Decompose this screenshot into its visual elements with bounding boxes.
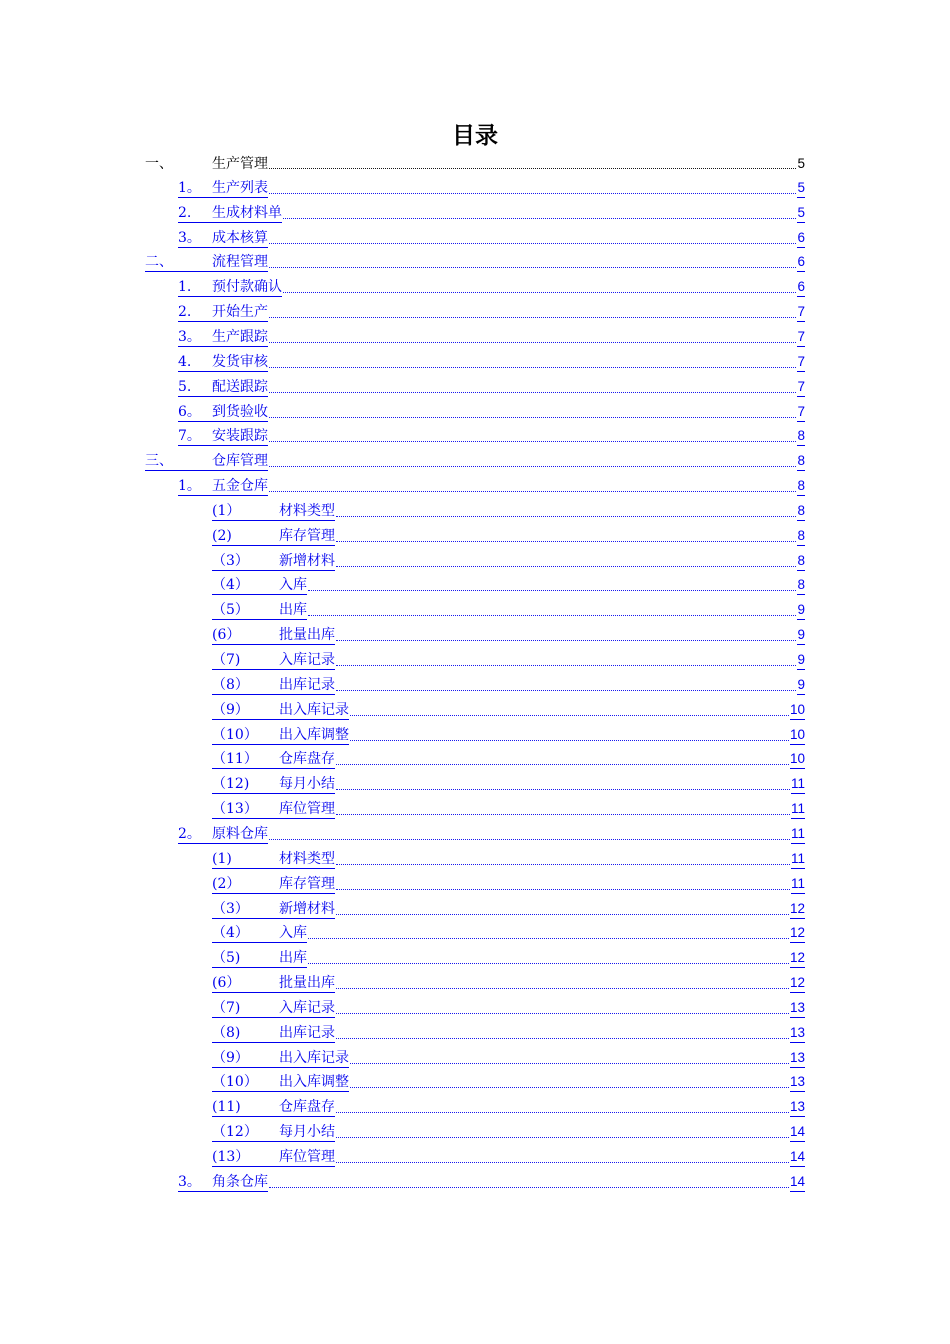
toc-entry[interactable] xyxy=(212,499,805,521)
toc-entry-label: 出库记录 xyxy=(279,1024,335,1041)
toc-entry-label: 生成材料单 xyxy=(212,204,282,221)
toc-entry-label: 生产列表 xyxy=(212,179,268,196)
toc-dot-leader xyxy=(336,1162,789,1163)
toc-entry-number: 2。 xyxy=(178,825,212,844)
toc-entry-label: 每月小结 xyxy=(279,776,335,793)
toc-entry-page: 13 xyxy=(790,1024,805,1043)
toc-entry-page: 6 xyxy=(797,278,805,297)
toc-entry[interactable] xyxy=(212,723,805,745)
toc-dot-leader xyxy=(336,1038,789,1039)
toc-entry-page: 8 xyxy=(797,527,805,546)
toc-entry-number: (13） xyxy=(212,1148,279,1167)
toc-entry-number: 6。 xyxy=(178,403,212,422)
toc-entry-number: (6） xyxy=(212,626,279,645)
toc-entry[interactable] xyxy=(212,524,805,546)
toc-entry-page: 14 xyxy=(790,1148,805,1167)
toc-entry-number: (6） xyxy=(212,974,279,993)
toc-entry[interactable] xyxy=(178,350,805,372)
toc-dot-leader xyxy=(269,193,796,194)
toc-entry-label: 出库记录 xyxy=(279,676,335,693)
toc-entry-number: （11） xyxy=(212,750,279,769)
toc-entry-number: 3。 xyxy=(178,328,212,347)
toc-dot-leader xyxy=(269,342,796,343)
toc-dot-leader xyxy=(336,864,790,865)
toc-entry-label: 材料类型 xyxy=(279,502,335,519)
toc-entry-label: 仓库盘存 xyxy=(279,751,335,768)
toc-entry-label: 开始生产 xyxy=(212,304,268,321)
toc-entry-label: 发货审核 xyxy=(212,353,268,370)
toc-dot-leader xyxy=(269,367,796,368)
toc-entry-number: (2） xyxy=(212,875,279,894)
toc-entry-label: 出入库记录 xyxy=(279,701,349,718)
toc-entry-label: 入库 xyxy=(279,577,307,594)
toc-entry-number: (1） xyxy=(212,502,279,521)
toc-entry-number: （10） xyxy=(212,1073,279,1092)
toc-entry-page: 9 xyxy=(797,626,805,645)
toc-entry-page: 11 xyxy=(791,825,805,844)
toc-entry-page: 14 xyxy=(790,1173,805,1192)
toc-entry[interactable] xyxy=(212,772,805,794)
toc-entry[interactable] xyxy=(178,424,805,446)
toc-entry-page: 11 xyxy=(791,875,805,894)
toc-entry-page: 6 xyxy=(797,253,805,272)
toc-entry xyxy=(145,151,805,173)
toc-entry-page: 9 xyxy=(797,601,805,620)
toc-entry-label: 原料仓库 xyxy=(212,825,268,842)
toc-entry-number: （8） xyxy=(212,676,279,695)
toc-entry-page: 7 xyxy=(797,328,805,347)
toc-entry-label: 批量出库 xyxy=(279,975,335,992)
toc-entry-number: （4） xyxy=(212,576,279,595)
toc-entry[interactable] xyxy=(212,897,805,919)
toc-entry-page: 12 xyxy=(790,924,805,943)
toc-entry-label: 每月小结 xyxy=(279,1124,335,1141)
toc-entry[interactable] xyxy=(145,449,805,471)
toc-entry-number: （12) xyxy=(212,775,279,794)
toc-dot-leader xyxy=(308,590,796,591)
toc-dot-leader xyxy=(269,392,796,393)
toc-entry[interactable] xyxy=(212,1046,805,1068)
toc-entry-label: 出库 xyxy=(279,602,307,619)
toc-entry-number: （7) xyxy=(212,651,279,670)
toc-dot-leader xyxy=(336,516,796,517)
toc-dot-leader xyxy=(269,491,796,492)
toc-entry-number: 5. xyxy=(178,378,212,397)
toc-entry-label: 到货验收 xyxy=(212,403,268,420)
toc-entry-page: 13 xyxy=(790,999,805,1018)
toc-entry-page: 8 xyxy=(797,427,805,446)
toc-entry[interactable] xyxy=(178,201,805,223)
toc-entry[interactable] xyxy=(212,1145,805,1167)
toc-entry-label: 批量出库 xyxy=(279,627,335,644)
toc-entry-number: 一、 xyxy=(145,156,173,172)
toc-entry[interactable] xyxy=(178,176,805,198)
toc-entry-label: 安装跟踪 xyxy=(212,428,268,445)
toc-dot-leader xyxy=(269,417,796,418)
toc-entry-page: 8 xyxy=(797,576,805,595)
toc-entry[interactable] xyxy=(212,971,805,993)
toc-entry-label: 库位管理 xyxy=(279,1149,335,1165)
toc-entry-number: （3） xyxy=(212,900,279,919)
toc-dot-leader xyxy=(269,441,796,442)
toc-entry-number: 1。 xyxy=(178,477,212,496)
toc-entry-number: 3。 xyxy=(178,1173,212,1192)
toc-entry-label: 材料类型 xyxy=(279,850,335,867)
toc-entry-page: 9 xyxy=(797,676,805,695)
toc-entry[interactable] xyxy=(212,698,805,720)
toc-dot-leader xyxy=(336,541,796,542)
toc-entry-label: 入库记录 xyxy=(279,652,335,668)
toc-dot-leader xyxy=(336,889,790,890)
toc-entry-label: 预付款确认 xyxy=(212,279,282,296)
toc-entry-number: 1. xyxy=(178,278,212,297)
toc-entry[interactable] xyxy=(178,226,805,248)
toc-entry[interactable] xyxy=(178,275,805,297)
toc-entry-page: 8 xyxy=(797,452,805,471)
toc-entry-page: 7 xyxy=(797,303,805,322)
toc-dot-leader xyxy=(350,1087,789,1088)
toc-entry-page: 5 xyxy=(797,156,805,171)
toc-entry[interactable] xyxy=(212,623,805,645)
toc-entry-number: (2) xyxy=(212,527,279,546)
toc-dot-leader xyxy=(269,1187,789,1188)
toc-entry[interactable] xyxy=(212,847,805,869)
toc-entry[interactable] xyxy=(212,549,805,571)
toc-entry-number: 3。 xyxy=(178,229,212,248)
toc-entry-number: 2. xyxy=(178,303,212,322)
toc-entry-number: （7) xyxy=(212,999,279,1018)
toc-dot-leader xyxy=(336,566,796,567)
toc-entry[interactable] xyxy=(212,1120,805,1142)
toc-entry[interactable] xyxy=(212,648,805,670)
toc-entry-label: 新增材料 xyxy=(279,900,335,917)
toc-dot-leader xyxy=(336,1112,789,1113)
toc-entry-label: 库存管理 xyxy=(279,875,335,892)
toc-entry[interactable] xyxy=(212,1095,805,1117)
toc-entry-label: 生产跟踪 xyxy=(212,328,268,345)
toc-entry-label: 入库记录 xyxy=(279,999,335,1016)
toc-entry-label: 出入库调整 xyxy=(279,1074,349,1091)
toc-entry[interactable] xyxy=(178,300,805,322)
toc-entry-page: 8 xyxy=(797,502,805,521)
toc-dot-leader xyxy=(336,789,790,790)
toc-dot-leader xyxy=(336,764,789,765)
toc-entry-page: 11 xyxy=(791,850,805,869)
toc-entry-label: 入库 xyxy=(279,925,307,942)
toc-entry[interactable] xyxy=(212,1070,805,1092)
toc-entry-number: 三、 xyxy=(145,452,212,471)
toc-entry-page: 13 xyxy=(790,1098,805,1117)
toc-entry-page: 14 xyxy=(790,1123,805,1142)
toc-entry[interactable] xyxy=(178,474,805,496)
toc-dot-leader xyxy=(350,1063,789,1064)
toc-entry[interactable] xyxy=(212,872,805,894)
toc-entry[interactable] xyxy=(178,400,805,422)
toc-entry-page: 13 xyxy=(790,1073,805,1092)
toc-entry-number: （9） xyxy=(212,1049,279,1068)
toc-entry[interactable] xyxy=(212,573,805,595)
toc-dot-leader xyxy=(308,615,796,616)
toc-dot-leader xyxy=(350,715,789,716)
toc-entry-page: 8 xyxy=(797,477,805,496)
toc-entry[interactable] xyxy=(178,1170,805,1192)
toc-dot-leader xyxy=(269,466,796,467)
toc-entry-number: （4） xyxy=(212,924,279,943)
toc-entry-page: 10 xyxy=(790,750,805,769)
toc-entry-label: 库位管理 xyxy=(279,801,335,818)
toc-entry-number: 7。 xyxy=(178,427,212,446)
toc-dot-leader xyxy=(269,168,796,169)
toc-entry-number: （10） xyxy=(212,726,279,745)
toc-entry-page: 8 xyxy=(797,552,805,571)
toc-entry-number: 2. xyxy=(178,204,212,223)
toc-entry-label: 出入库调整 xyxy=(279,726,349,743)
toc-entry[interactable] xyxy=(212,946,805,968)
toc-entry-page: 5 xyxy=(797,179,805,198)
toc-dot-leader xyxy=(336,690,796,691)
toc-entry-label: 流程管理 xyxy=(212,254,268,271)
toc-entry[interactable] xyxy=(212,598,805,620)
toc-dot-leader xyxy=(269,317,796,318)
toc-entry-page: 11 xyxy=(791,800,805,819)
toc-entry-number: （3） xyxy=(212,552,279,571)
toc-entry-number: （13） xyxy=(212,800,279,819)
toc-entry-page: 7 xyxy=(797,353,805,372)
toc-dot-leader xyxy=(336,814,790,815)
toc-dot-leader xyxy=(308,938,789,939)
toc-entry-label: 新增材料 xyxy=(279,552,335,569)
toc-entry-label: 成本核算 xyxy=(212,229,268,246)
toc-entry-number: （9） xyxy=(212,701,279,720)
toc-entry-label: 仓库盘存 xyxy=(279,1099,335,1116)
toc-entry[interactable] xyxy=(178,822,805,844)
toc-entry-page: 5 xyxy=(797,204,805,223)
toc-entry-label: 角条仓库 xyxy=(212,1173,268,1190)
toc-entry[interactable] xyxy=(212,996,805,1018)
toc-dot-leader xyxy=(336,640,796,641)
toc-entry-number: （12） xyxy=(212,1123,279,1142)
toc-entry-page: 7 xyxy=(797,403,805,422)
toc-entry-label: 库存管理 xyxy=(279,527,335,544)
toc-dot-leader xyxy=(336,988,789,989)
toc-entry-page: 10 xyxy=(790,701,805,720)
toc-entry-number: (1) xyxy=(212,850,279,869)
toc-dot-leader xyxy=(283,218,796,219)
toc-entry-number: (11) xyxy=(212,1098,279,1117)
toc-entry[interactable] xyxy=(212,921,805,943)
toc-entry-number: （8) xyxy=(212,1024,279,1043)
toc-entry-page: 12 xyxy=(790,900,805,919)
toc-title: 目录 xyxy=(452,123,498,149)
toc-dot-leader xyxy=(269,243,796,244)
toc-dot-leader xyxy=(269,839,790,840)
toc-entry-label: 出入库记录 xyxy=(279,1049,349,1066)
toc-entry-page: 13 xyxy=(790,1049,805,1068)
toc-dot-leader xyxy=(336,1137,789,1138)
toc-entry-page: 6 xyxy=(797,229,805,248)
toc-entry-label: 生产管理 xyxy=(212,156,268,172)
toc-dot-leader xyxy=(336,1013,789,1014)
toc-entry[interactable] xyxy=(145,250,805,272)
toc-entry[interactable] xyxy=(212,1021,805,1043)
toc-dot-leader xyxy=(336,914,789,915)
toc-entry[interactable] xyxy=(178,375,805,397)
toc-entry-label: 出库 xyxy=(279,950,307,967)
toc-dot-leader xyxy=(283,292,796,293)
toc-entry-page: 12 xyxy=(790,974,805,993)
toc-entry-number: （5) xyxy=(212,949,279,968)
toc-dot-leader xyxy=(269,267,796,268)
toc-entry-label: 仓库管理 xyxy=(212,453,268,470)
toc-dot-leader xyxy=(350,740,789,741)
toc-dot-leader xyxy=(336,665,796,666)
toc-entry-page: 9 xyxy=(797,651,805,670)
toc-entry-page: 10 xyxy=(790,726,805,745)
toc-dot-leader xyxy=(308,963,789,964)
toc-entry-page: 7 xyxy=(797,378,805,397)
toc-entry[interactable] xyxy=(178,325,805,347)
toc-entry[interactable] xyxy=(212,747,805,769)
toc-entry-number: （5） xyxy=(212,601,279,620)
toc-entry-page: 11 xyxy=(791,775,805,794)
toc-entry-page: 12 xyxy=(790,949,805,968)
toc-entry-label: 配送跟踪 xyxy=(212,378,268,395)
toc-entry-number: 1。 xyxy=(178,179,212,198)
toc-entry-number: 4. xyxy=(178,353,212,372)
toc-entry-label: 五金仓库 xyxy=(212,478,268,495)
toc-entry-number: 二、 xyxy=(145,253,212,272)
toc-entry[interactable] xyxy=(212,673,805,695)
toc-entry[interactable] xyxy=(212,797,805,819)
